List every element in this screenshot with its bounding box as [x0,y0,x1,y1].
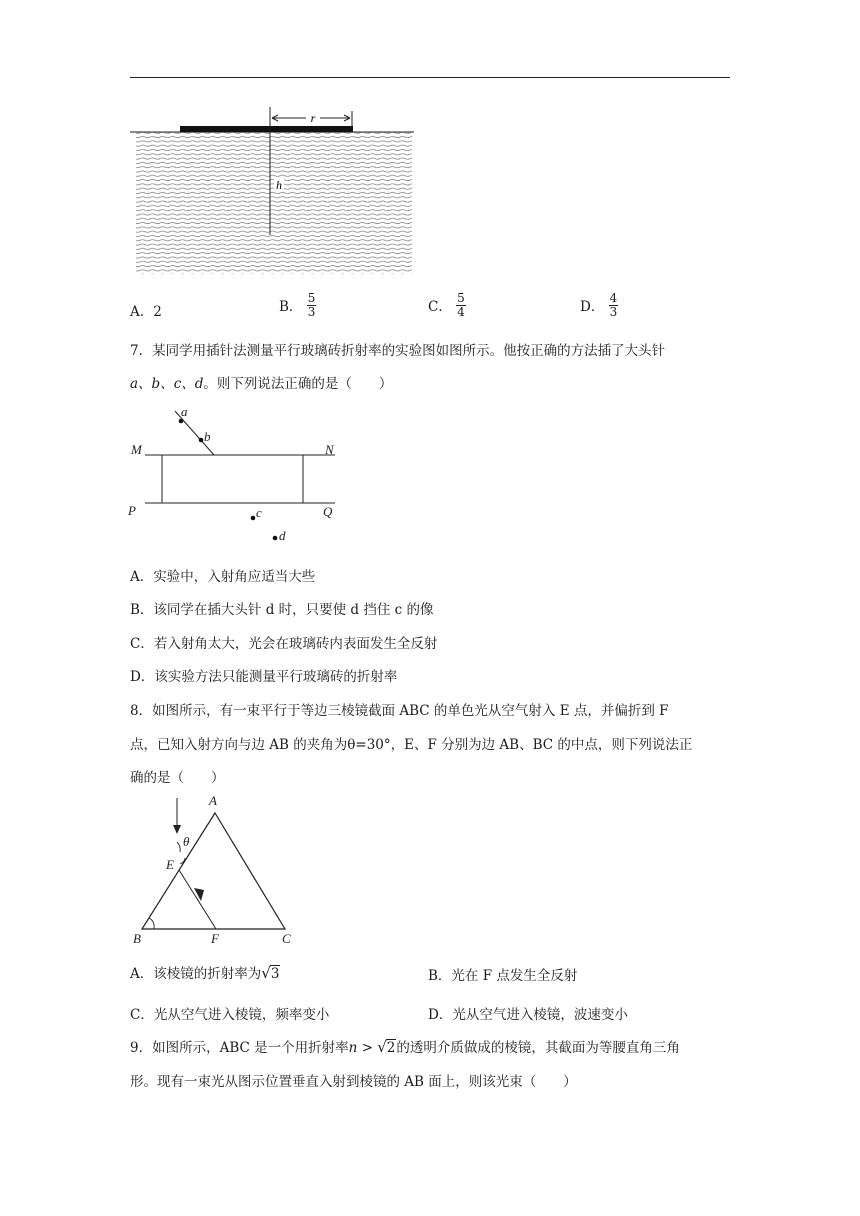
q7-label-q: Q [323,504,333,519]
q6-option-c-key: C． [428,299,452,316]
q8-stem-line1: 8．如图所示，有一束平行于等边三棱镜截面 ABC 的单色光从空气射入 E 点，并偏折到 F [130,703,669,719]
q6-option-b-denominator: 3 [307,304,316,319]
q7-option-b: B．该同学在插大头针 d 时，只要使 d 挡住 c 的像 [130,602,434,618]
q6-label-r: r [310,111,316,125]
q6-option-d-fraction [609,292,619,318]
q9-radicand: 2 [386,1040,396,1056]
q8-stem-line2: 点，已知入射方向与边 AB 的夹角为θ=30°，E、F 分别为边 AB、BC 的中点，则下列说法正 [130,737,693,753]
q7-label-c: c [256,505,262,520]
q8-option-a-radicand: 3 [270,966,280,982]
q6-option-c [428,292,466,318]
q7-label-p: P [128,503,136,518]
q7-stem-line2-rest: 。则下列说法正确的是（ ） [203,376,393,392]
q7-label-b: b [204,429,211,444]
q7-pin-names: a、b、c、d [130,376,204,392]
q8-label-f: F [211,931,219,946]
q9-stem-prefix: 9．如图所示，ABC 是一个用折射率 [130,1040,349,1056]
q7-label-a: a [181,405,188,419]
header-rule [130,77,730,78]
q9-inequality: n > [348,1040,378,1056]
q8-option-c: C．光从空气进入棱镜，频率变小 [130,1007,330,1023]
q7-glass-block-figure [125,405,355,550]
q6-option-b-numerator: 5 [307,291,316,305]
q6-option-a-key: A． [130,304,154,320]
q6-option-d-denominator: 3 [609,304,618,319]
q7-stem-line1: 7．某同学用插针法测量平行玻璃砖折射率的实验图如图所示。他按正确的方法插了大头针 [130,343,666,359]
q7-label-n: N [325,442,334,457]
q9-stem-suffix: 的透明介质做成的棱镜，其截面为等腰直角三角 [396,1040,680,1056]
q6-option-a [130,300,162,320]
q7-option-d: D．该实验方法只能测量平行玻璃砖的折射率 [130,669,398,685]
q9-stem-line1 [130,1036,680,1056]
q6-label-h: h [276,178,282,192]
q6-option-d-key: D． [580,299,605,316]
q7-label-d: d [279,528,286,543]
q6-option-b [279,292,316,318]
q6-option-c-fraction [456,292,466,318]
q7-option-a: A．实验中，入射角应适当大些 [130,569,316,585]
q6-option-b-fraction [307,292,317,318]
q7-label-m: M [131,442,142,457]
q8-label-b: B [133,931,141,946]
sqrt-icon: √ [261,964,271,982]
q9-stem-line2: 形。现有一束光从图示位置垂直入射到棱镜的 AB 面上，则该光束（ ） [130,1074,577,1090]
q8-stem-line3: 确的是（ ） [130,770,225,786]
q8-label-a: A [209,793,217,808]
q7-stem-line2 [130,372,392,392]
q8-prism-figure [125,792,305,952]
q7-option-c: C．若入射角太大，光会在玻璃砖内表面发生全反射 [130,636,438,652]
q8-label-e: E [166,857,174,872]
q6-option-a-value: 2 [153,304,162,320]
q6-option-c-denominator: 4 [457,304,465,319]
q8-label-c: C [282,931,291,946]
q6-water-figure [130,105,420,280]
q6-option-b-key: B． [279,299,303,316]
q8-option-b: B．光在 F 点发生全反射 [428,968,578,984]
q8-option-d: D．光从空气进入棱镜，波速变小 [428,1007,628,1023]
q8-label-theta: θ [183,834,190,849]
q6-option-d [580,292,618,318]
sqrt-icon: √ [377,1038,387,1056]
q8-option-a-text: A．该棱镜的折射率为 [130,966,262,982]
q6-option-c-numerator: 5 [457,291,465,305]
q8-option-a [130,962,280,982]
q6-option-d-numerator: 4 [609,291,618,305]
